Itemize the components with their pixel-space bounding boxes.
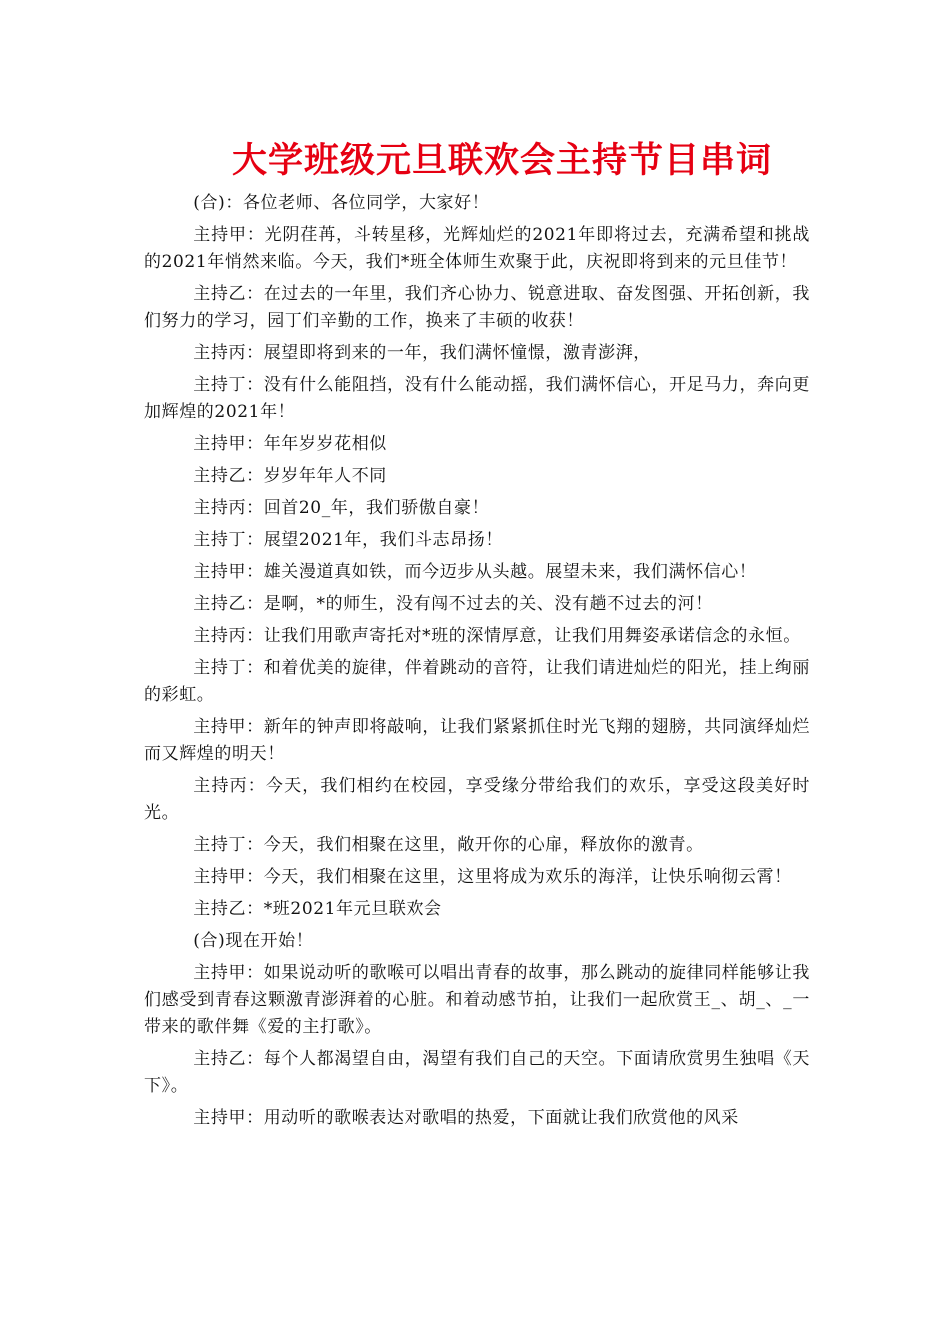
paragraph: 主持丁：今天，我们相聚在这里，敞开你的心扉，释放你的激青。 bbox=[193, 835, 704, 855]
document-title: 大学班级元旦联欢会主持节目串词 bbox=[231, 140, 772, 181]
paragraph: 主持乙：*班2021年元旦联欢会 bbox=[193, 899, 442, 919]
paragraph: 主持甲：用动听的歌喉表达对歌唱的热爱，下面就让我们欣赏他的风采 bbox=[193, 1108, 739, 1128]
document-body bbox=[144, 190, 810, 1132]
paragraph: 主持甲：年年岁岁花相似 bbox=[193, 434, 387, 454]
paragraph: 主持甲：今天，我们相聚在这里，这里将成为欢乐的海洋，让快乐响彻云霄！ bbox=[193, 867, 792, 887]
paragraph: 主持乙：是啊，*的师生，没有闯不过去的关、没有趟不过去的河！ bbox=[193, 594, 713, 614]
paragraph: (合)现在开始！ bbox=[193, 931, 314, 951]
paragraph: 主持丁：展望2021年，我们斗志昂扬！ bbox=[193, 530, 503, 550]
paragraph: (合)：各位老师、各位同学，大家好！ bbox=[193, 193, 490, 213]
paragraph: 主持丙：回首20_年，我们骄傲自豪！ bbox=[193, 498, 490, 518]
paragraph: 主持甲：如果说动听的歌喉可以唱出青春的故事，那么跳动的旋律同样能够让我们感受到青春这颗激青澎湃着的心脏。和着动感节拍，让我们一起欣赏王_、胡_、_一带来的歌伴舞《爱的主打歌》。 bbox=[144, 963, 810, 1037]
paragraph: 主持乙：岁岁年年人不同 bbox=[193, 466, 387, 486]
paragraph: 主持丙：展望即将到来的一年，我们满怀憧憬，激青澎湃， bbox=[193, 343, 651, 363]
paragraph: 主持乙：在过去的一年里，我们齐心协力、锐意进取、奋发图强、开拓创新，我们努力的学习，园丁们辛勤的工作，换来了丰硕的收获！ bbox=[144, 284, 810, 331]
paragraph: 主持乙：每个人都渴望自由，渴望有我们自己的天空。下面请欣赏男生独唱《天下》。 bbox=[144, 1049, 810, 1096]
paragraph: 主持丁：没有什么能阻挡，没有什么能动摇，我们满怀信心，开足马力，奔向更加辉煌的2021年！ bbox=[144, 375, 810, 422]
paragraph: 主持甲：光阴荏苒，斗转星移，光辉灿烂的2021年即将过去，充满希望和挑战的2021年悄然来临。今天，我们*班全体师生欢聚于此，庆祝即将到来的元旦佳节！ bbox=[144, 225, 810, 272]
paragraph: 主持丙：今天，我们相约在校园，享受缘分带给我们的欢乐，享受这段美好时光。 bbox=[144, 776, 810, 823]
paragraph: 主持丙：让我们用歌声寄托对*班的深情厚意，让我们用舞姿承诺信念的永恒。 bbox=[193, 626, 801, 646]
paragraph: 主持甲：新年的钟声即将敲响，让我们紧紧抓住时光飞翔的翅膀，共同演绎灿烂而又辉煌的明天！ bbox=[144, 717, 810, 764]
paragraph: 主持丁：和着优美的旋律，伴着跳动的音符，让我们请进灿烂的阳光，挂上绚丽的彩虹。 bbox=[144, 658, 810, 705]
paragraph: 主持甲：雄关漫道真如铁，而今迈步从头越。展望未来，我们满怀信心！ bbox=[193, 562, 757, 582]
